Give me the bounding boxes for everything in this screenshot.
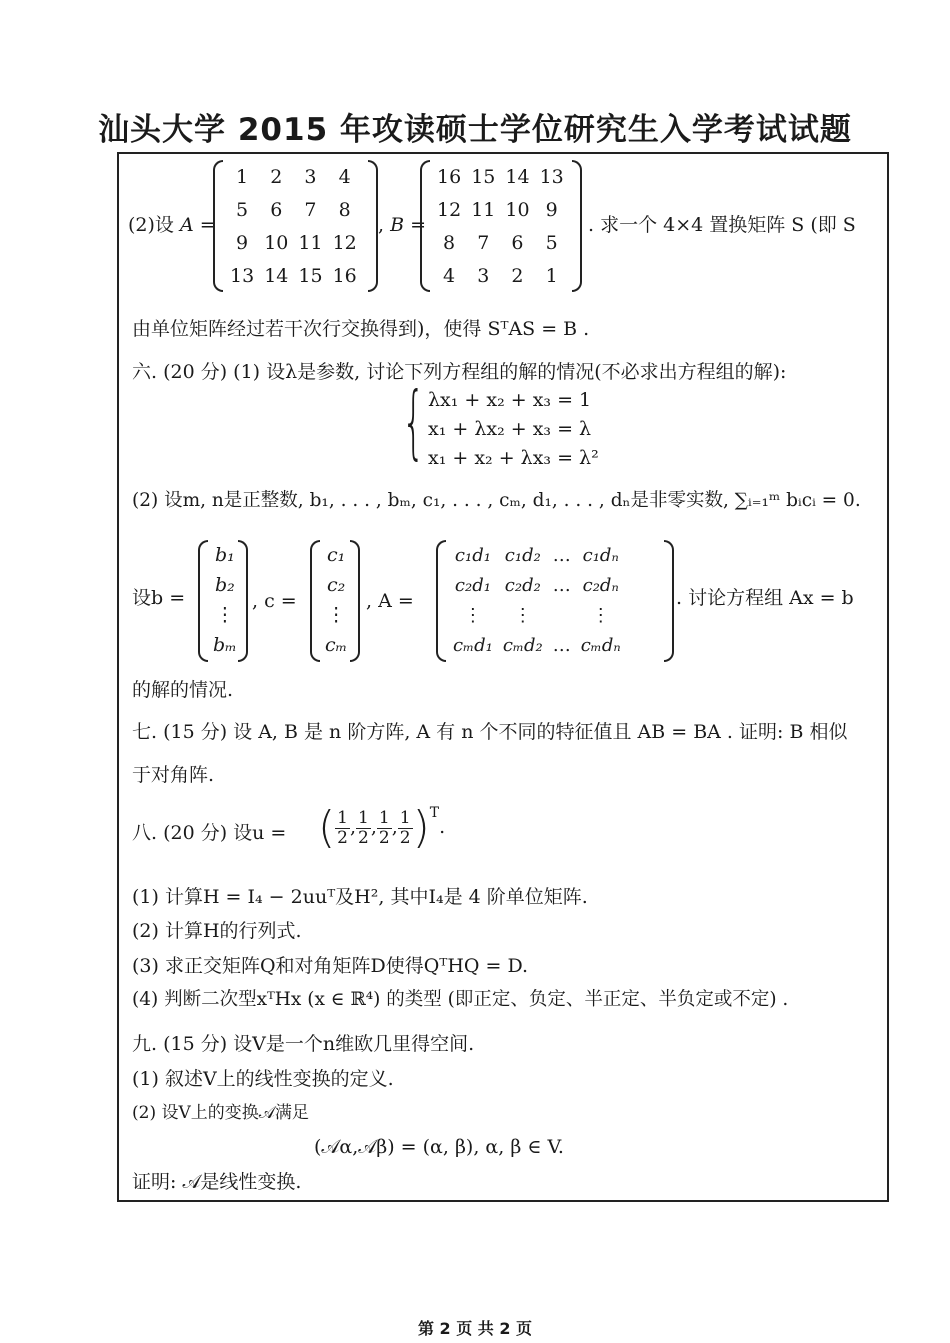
q8-item-2: (2) 计算H的行列式. bbox=[132, 920, 302, 942]
matrix-b-row bbox=[432, 160, 569, 193]
q5-2-tail: . 求一个 4×4 置换矩阵 S (即 S bbox=[588, 214, 856, 236]
vector-b-row bbox=[208, 600, 242, 630]
matrix-cd-cell: cₘdₙ bbox=[580, 634, 621, 656]
matrix-a-cell: 15 bbox=[298, 264, 323, 287]
matrix-a-cell: 12 bbox=[332, 231, 357, 254]
matrix-a-cell: 6 bbox=[270, 198, 283, 221]
page-footer: 第 2 页 共 2 页 bbox=[417, 1319, 533, 1338]
matrix-cd-row bbox=[448, 600, 626, 630]
matrix-b-cell: 7 bbox=[477, 231, 490, 254]
matrix-a-cell: 11 bbox=[298, 231, 323, 254]
vector-c-row bbox=[320, 630, 352, 660]
matrix-a-row bbox=[225, 226, 362, 259]
vector-b-row bbox=[208, 540, 242, 570]
matrix-b bbox=[420, 160, 582, 292]
vector-b bbox=[198, 540, 248, 662]
q6-heading: 六. (20 分) (1) 设λ是参数, 讨论下列方程组的解的情况(不必求出方程组的解): bbox=[132, 361, 787, 383]
matrix-cd-cell: ⋮ bbox=[463, 604, 482, 626]
matrix-a-row bbox=[225, 259, 362, 292]
matrix-a-cell: 13 bbox=[230, 264, 255, 287]
vector-c-row bbox=[320, 570, 352, 600]
matrix-a-cell: 5 bbox=[236, 198, 249, 221]
vector-c-row bbox=[320, 540, 352, 570]
vector-c-cell: c₂ bbox=[327, 574, 346, 596]
q9-formula: (𝒜α,𝒜β) = (α, β), α, β ∈ V. bbox=[314, 1136, 564, 1158]
vector-b-cell: ⋮ bbox=[215, 604, 235, 626]
matrix-cd-cell: ⋮ bbox=[513, 604, 532, 626]
matrix-cd-row bbox=[448, 570, 626, 600]
matrix-cd-cell: c₂dₙ bbox=[582, 574, 619, 596]
matrix-b-row bbox=[432, 226, 569, 259]
q5-2-line2: 由单位矩阵经过若干次行交换得到)，使得 SᵀAS = B . bbox=[132, 318, 590, 340]
matrix-b-cell: 6 bbox=[511, 231, 524, 254]
equation-2: x₁ + λx₂ + x₃ = λ bbox=[428, 418, 592, 440]
matrix-b-cell: 16 bbox=[437, 165, 462, 188]
vector-b-cell: b₂ bbox=[215, 574, 235, 596]
matrix-cd-row bbox=[448, 540, 626, 570]
q5-2-prefix: (2)设 bbox=[128, 214, 174, 236]
matrix-b-cell: 1 bbox=[545, 264, 558, 287]
q6-tail: . 讨论方程组 Ax = b bbox=[676, 587, 854, 609]
vector-c-cell: c₁ bbox=[327, 544, 346, 566]
matrix-a-cell: 8 bbox=[338, 198, 351, 221]
matrix-b-cell: 10 bbox=[505, 198, 530, 221]
vector-c-cell: ⋮ bbox=[326, 604, 346, 626]
vector-b-cell: bₘ bbox=[213, 634, 237, 656]
matrix-b-cell: 9 bbox=[545, 198, 558, 221]
matrix-b-label: , B = bbox=[378, 214, 427, 236]
matrix-cd-cell: … bbox=[552, 634, 571, 656]
matrix-cd-cell bbox=[548, 600, 576, 630]
matrix-a-cell: 9 bbox=[236, 231, 249, 254]
matrix-a-cell: 4 bbox=[338, 165, 351, 188]
matrix-cd-label: , A = bbox=[366, 590, 414, 612]
matrix-a-cell: 7 bbox=[304, 198, 317, 221]
q6-line-end: 的解的情况. bbox=[132, 679, 234, 701]
matrix-a-cell: 1 bbox=[236, 165, 249, 188]
q8-item-4: (4) 判断二次型xᵀHx (x ∈ ℝ⁴) 的类型 (即正定、负定、半正定、半负定或不定) . bbox=[132, 989, 789, 1010]
vector-b-label: 设b = bbox=[132, 587, 186, 609]
q7-line1: 七. (15 分) 设 A, B 是 n 阶方阵, A 有 n 个不同的特征值且 AB = BA . 证明: B 相似 bbox=[132, 721, 848, 743]
matrix-cd-cell: c₂d₁ bbox=[454, 574, 491, 596]
matrix-a bbox=[213, 160, 378, 292]
matrix-b-cell: 5 bbox=[545, 231, 558, 254]
q7-line2: 于对角阵. bbox=[132, 764, 215, 786]
matrix-a-cell: 16 bbox=[332, 264, 357, 287]
vector-b-row bbox=[208, 570, 242, 600]
q8-item-1: (1) 计算H = I₄ − 2uuᵀ及H², 其中I₄是 4 阶单位矩阵. bbox=[132, 886, 588, 908]
matrix-b-cell: 13 bbox=[539, 165, 564, 188]
matrix-cd-cell: … bbox=[552, 574, 571, 596]
vector-u: ( $\frac{1}{2}$ , $\frac{1}{2}$ , $\frac{1}{2}$ , $\frac{1}{2}$ )$^T$. bbox=[318, 802, 446, 853]
matrix-a-label: A = bbox=[180, 214, 216, 236]
matrix-b-cell: 4 bbox=[443, 264, 456, 287]
q9-proof: 证明: 𝒜是线性变换. bbox=[132, 1171, 302, 1193]
vector-b-row bbox=[208, 630, 242, 660]
q9-item-1: (1) 叙述V上的线性变换的定义. bbox=[132, 1068, 394, 1090]
matrix-a-cell: 10 bbox=[264, 231, 289, 254]
matrix-b-cell: 15 bbox=[471, 165, 496, 188]
vector-c-row bbox=[320, 600, 352, 630]
q8-heading: 八. (20 分) 设u = bbox=[132, 822, 287, 844]
matrix-b-cell: 8 bbox=[443, 231, 456, 254]
vector-b-cell: b₁ bbox=[215, 544, 235, 566]
matrix-cd-cell: c₂d₂ bbox=[504, 574, 541, 596]
matrix-cd-cell: c₁d₂ bbox=[504, 544, 541, 566]
matrix-a-cell: 14 bbox=[264, 264, 289, 287]
matrix-cd-cell: cₘd₁ bbox=[453, 634, 493, 656]
equation-3: x₁ + x₂ + λx₃ = λ² bbox=[428, 447, 599, 469]
vector-c-label: , c = bbox=[252, 590, 297, 612]
matrix-cd-cell: c₁d₁ bbox=[454, 544, 491, 566]
matrix-a-cell: 2 bbox=[270, 165, 283, 188]
matrix-cd-cell: ⋮ bbox=[591, 604, 610, 626]
vector-c-cell: cₘ bbox=[325, 634, 348, 656]
matrix-b-cell: 14 bbox=[505, 165, 530, 188]
matrix-cd-row bbox=[448, 630, 626, 660]
matrix-a-cell: 3 bbox=[304, 165, 317, 188]
system-brace: { bbox=[401, 375, 425, 468]
matrix-b-row bbox=[432, 193, 569, 226]
matrix-b-cell: 11 bbox=[471, 198, 496, 221]
equation-1: λx₁ + x₂ + x₃ = 1 bbox=[428, 389, 592, 411]
q8-item-3: (3) 求正交矩阵Q和对角矩阵D使得QᵀHQ = D. bbox=[132, 955, 529, 977]
q9-item-2: (2) 设V上的变换𝒜满足 bbox=[132, 1103, 309, 1123]
matrix-cd bbox=[436, 540, 674, 662]
matrix-cd-cell: … bbox=[552, 544, 571, 566]
vector-c bbox=[310, 540, 360, 662]
exam-title: 汕头大学 2015 年攻读硕士学位研究生入学考试试题 bbox=[98, 112, 852, 148]
matrix-cd-cell: c₁dₙ bbox=[582, 544, 619, 566]
matrix-cd-cell: cₘd₂ bbox=[502, 634, 543, 656]
matrix-b-cell: 3 bbox=[477, 264, 490, 287]
matrix-a-row bbox=[225, 160, 362, 193]
matrix-b-cell: 2 bbox=[511, 264, 524, 287]
matrix-a-row bbox=[225, 193, 362, 226]
q9-heading: 九. (15 分) 设V是一个n维欧几里得空间. bbox=[132, 1033, 475, 1055]
matrix-b-cell: 12 bbox=[437, 198, 462, 221]
q6-part2: (2) 设m, n是正整数, b₁, . . . , bₘ, c₁, . . . , cₘ, d₁, . . . , dₙ是非零实数, ∑ᵢ₌₁ᵐ bᵢcᵢ = 0. bbox=[132, 490, 861, 511]
matrix-b-row bbox=[432, 259, 569, 292]
